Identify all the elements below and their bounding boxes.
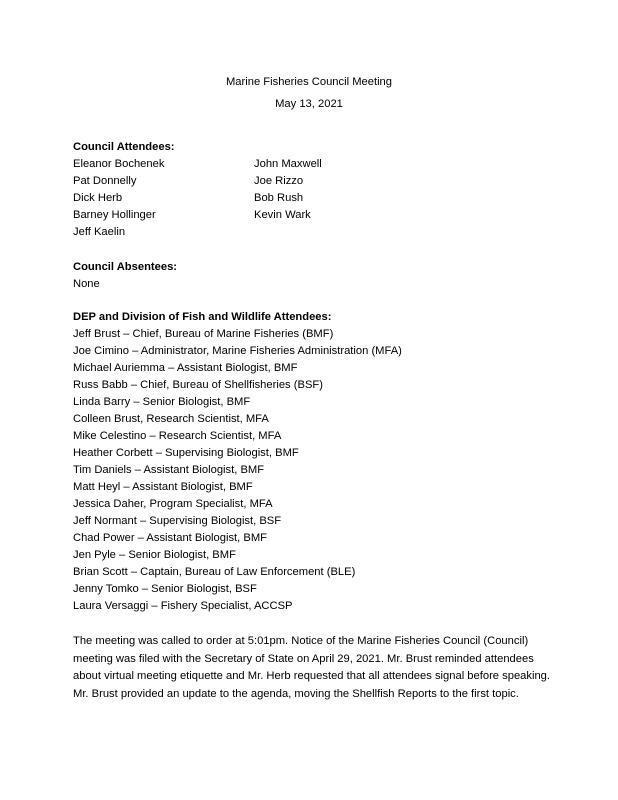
dep-attendees-section [73, 310, 553, 616]
attendee-name: Dick Herb [73, 192, 123, 204]
council-attendees-section [73, 140, 553, 242]
dep-attendees-heading: DEP and Division of Fish and Wildlife Attendees: [73, 311, 332, 323]
attendee-name: Pat Donnelly [73, 175, 137, 187]
attendee-name: Bob Rush [254, 192, 304, 204]
council-absentees-heading: Council Absentees: [73, 261, 178, 273]
staff-entry: Michael Auriemma – Assistant Biologist, BMF [73, 362, 298, 374]
staff-entry: Jeff Normant – Supervising Biologist, BSF [73, 515, 282, 527]
staff-entry: Chad Power – Assistant Biologist, BMF [73, 532, 267, 544]
council-attendees-right-column [254, 157, 322, 225]
staff-entry: Heather Corbett – Supervising Biologist, BMF [73, 447, 299, 459]
staff-entry: Jen Pyle – Senior Biologist, BMF [73, 549, 236, 561]
council-attendees-list [73, 157, 553, 242]
staff-entry: Mike Celestino – Research Scientist, MFA [73, 430, 282, 442]
staff-entry: Joe Cimino – Administrator, Marine Fisheries Administration (MFA) [73, 345, 402, 357]
staff-entry: Laura Versaggi – Fishery Specialist, ACCSP [73, 600, 293, 612]
attendee-name: John Maxwell [254, 158, 322, 170]
staff-entry: Jessica Daher, Program Specialist, MFA [73, 498, 273, 510]
attendee-name: Kevin Wark [254, 209, 311, 221]
meeting-opening-paragraph: The meeting was called to order at 5:01pm. Notice of the Marine Fisheries Council (Council) meeting was filed with the Secretary of State on April 29, 2021. Mr. Brust reminded attendees about virtual meeting etiquette and Mr. Herb requested that all attendees signal before speaking. Mr. Brust provided an update to the agenda, moving the Shellfish Reports to the first topic. [73, 635, 551, 700]
staff-entry: Matt Heyl – Assistant Biologist, BMF [73, 481, 253, 493]
staff-entry: Linda Barry – Senior Biologist, BMF [73, 396, 251, 408]
staff-entry: Colleen Brust, Research Scientist, MFA [73, 413, 269, 425]
staff-entry: Jenny Tomko – Senior Biologist, BSF [73, 583, 257, 595]
staff-entry: Tim Daniels – Assistant Biologist, BMF [73, 464, 265, 476]
staff-entry: Russ Babb – Chief, Bureau of Shellfisheries (BSF) [73, 379, 323, 391]
attendee-name: Jeff Kaelin [73, 226, 126, 238]
document-title: Marine Fisheries Council Meeting [225, 76, 392, 88]
council-attendees-left-column [73, 157, 164, 242]
staff-entry: Jeff Brust – Chief, Bureau of Marine Fisheries (BMF) [73, 328, 334, 340]
absentee-entry: None [73, 278, 100, 290]
council-attendees-heading: Council Attendees: [73, 141, 175, 153]
meeting-date: May 13, 2021 [275, 98, 343, 110]
attendee-name: Joe Rizzo [254, 175, 304, 187]
attendee-name: Barney Hollinger [73, 209, 156, 221]
staff-entry: Brian Scott – Captain, Bureau of Law Enforcement (BLE) [73, 566, 356, 578]
council-absentees-section [73, 260, 553, 294]
attendee-name: Eleanor Bochenek [73, 158, 165, 170]
